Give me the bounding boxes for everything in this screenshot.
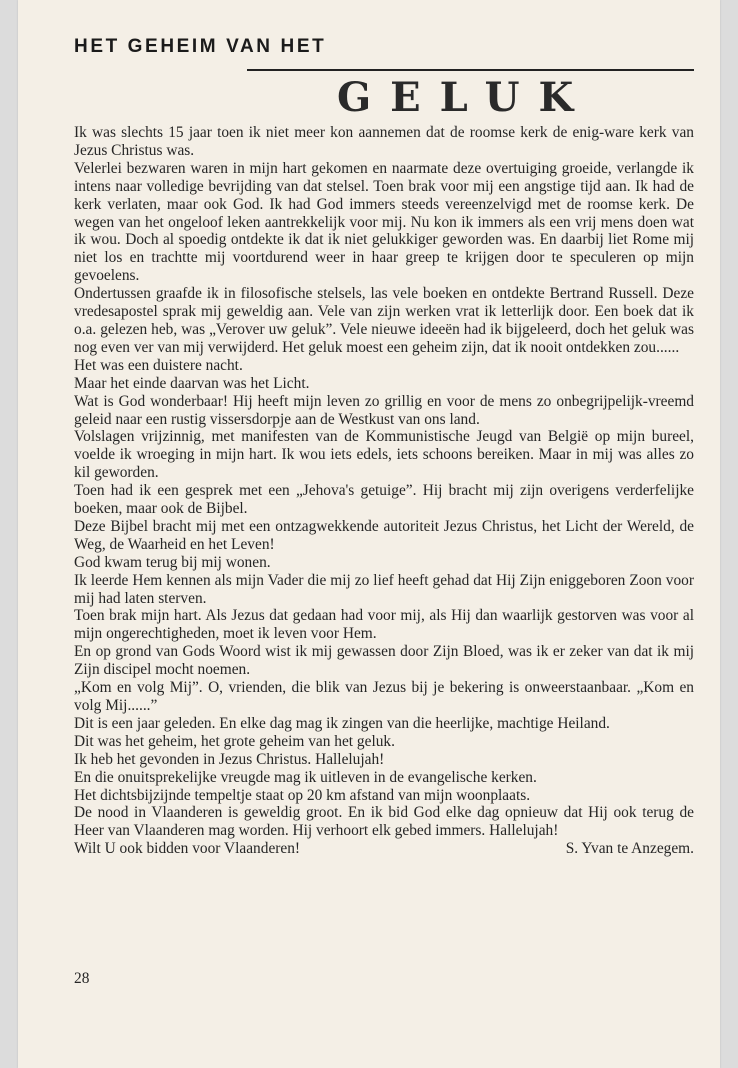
paragraph: Velerlei bezwaren waren in mijn hart gekomen en naarmate deze overtuiging groeide, verlangde ik intens naar volledige bevrijding van dat stelsel. Toen brak voor mij een angstige tijd aan. Ik had de kerk verlaten, maar ook God. Ik had God immers steeds vereenzelvigd met de roomse kerk. De wegen van het ongeloof leken aantrekkelijk voor mij. Nu kon ik immers als een vrij mens doen wat ik wou. Doch al spoedig ontdekte ik dat ik niet gelukkiger geworden was. En daarbij liet Rome mij niet los en trachtte mij voortdurend weer in haar greep te krijgen door te speculeren op mijn gevoelens.: [74, 159, 694, 285]
article-body: [74, 124, 694, 858]
title-rule: [247, 69, 694, 71]
paragraph: Dit was het geheim, het grote geheim van het geluk.: [74, 732, 395, 750]
paragraph: Maar het einde daarvan was het Licht.: [74, 374, 310, 392]
paragraph: Het dichtsbijzijnde tempeltje staat op 20 km afstand van mijn woonplaats.: [74, 786, 531, 804]
closing-appeal: Wilt U ook bidden voor Vlaanderen!: [74, 840, 301, 858]
paragraph: Volslagen vrijzinnig, met manifesten van de Kommunistische Jeugd van België op mijn bureel, voelde ik wroeging in mijn hart. Ik wou iets edels, iets schoons bereiken. Maar in mij was alles zo kil geworden.: [74, 428, 694, 482]
paragraph: Ik heb het gevonden in Jezus Christus. Hallelujah!: [74, 750, 385, 768]
paragraph: Ondertussen graafde ik in filosofische stelsels, las vele boeken en ontdekte Bertrand Russell. Deze vredesapostel sprak mij geweldig aan. Vele van zijn werken vrat ik letterlijk door. Een boek dat ik o.a. gelezen heb, was „Verover uw geluk”. Vele nieuwe ideeën had ik bijgeleerd, doch het geluk was nog even ver van mij verwijderd. Het geluk moest een geheim zijn, dat ik nooit ontdekken zou......: [74, 285, 694, 356]
paragraph: Dit is een jaar geleden. En elke dag mag ik zingen van die heerlijke, machtige Heiland.: [74, 714, 610, 732]
paragraph: Wat is God wonderbaar! Hij heeft mijn leven zo grillig en voor de mens zo onbegrijpelijk-vreemd geleid naar een rustig vissersdorpje aan de Westkust van ons land.: [74, 392, 694, 428]
paragraph: Ik was slechts 15 jaar toen ik niet meer kon aannemen dat de roomse kerk de enig-ware kerk van Jezus Christus was.: [74, 124, 694, 159]
article-title: GELUK: [337, 74, 593, 121]
article-kicker: HET GEHEIM VAN HET: [74, 36, 327, 57]
paragraph: God kwam terug bij mij wonen.: [74, 553, 271, 571]
author-signature: S. Yvan te Anzegem.: [565, 840, 694, 858]
paragraph: Het was een duistere nacht.: [74, 356, 243, 374]
paragraph: De nood in Vlaanderen is geweldig groot. En ik bid God elke dag opnieuw dat Hij ook terug de Heer van Vlaanderen mag worden. Hij verhoort elk gebed immers. Hallelujah!: [74, 804, 694, 840]
magazine-page: [18, 0, 720, 1068]
paragraph: „Kom en volg Mij”. O, vrienden, die blik van Jezus bij je bekering is onweerstaanbaar. „Kom en volg Mij......”: [74, 679, 694, 714]
paragraph: Toen had ik een gesprek met een „Jehova's getuige”. Hij bracht mij zijn overigens verderfelijke boeken, maar ook de Bijbel.: [74, 482, 694, 518]
paragraph: En op grond van Gods Woord wist ik mij gewassen door Zijn Bloed, was ik er zeker van dat ik mij Zijn discipel mocht noemen.: [74, 643, 694, 679]
closing-line: [74, 840, 694, 858]
page-number: 28: [74, 970, 90, 987]
paragraph: Ik leerde Hem kennen als mijn Vader die mij zo lief heeft gehad dat Hij Zijn eniggeboren Zoon voor mij had laten sterven.: [74, 571, 694, 607]
paragraph: Toen brak mijn hart. Als Jezus dat gedaan had voor mij, als Hij dan waarlijk gestorven was voor al mijn ongerechtigheden, moet ik leven voor Hem.: [74, 607, 694, 643]
paragraph: Deze Bijbel bracht mij met een ontzagwekkende autoriteit Jezus Christus, het Licht der Wereld, de Weg, de Waarheid en het Leven!: [74, 517, 694, 553]
paragraph: En die onuitsprekelijke vreugde mag ik uitleven in de evangelische kerken.: [74, 768, 537, 786]
